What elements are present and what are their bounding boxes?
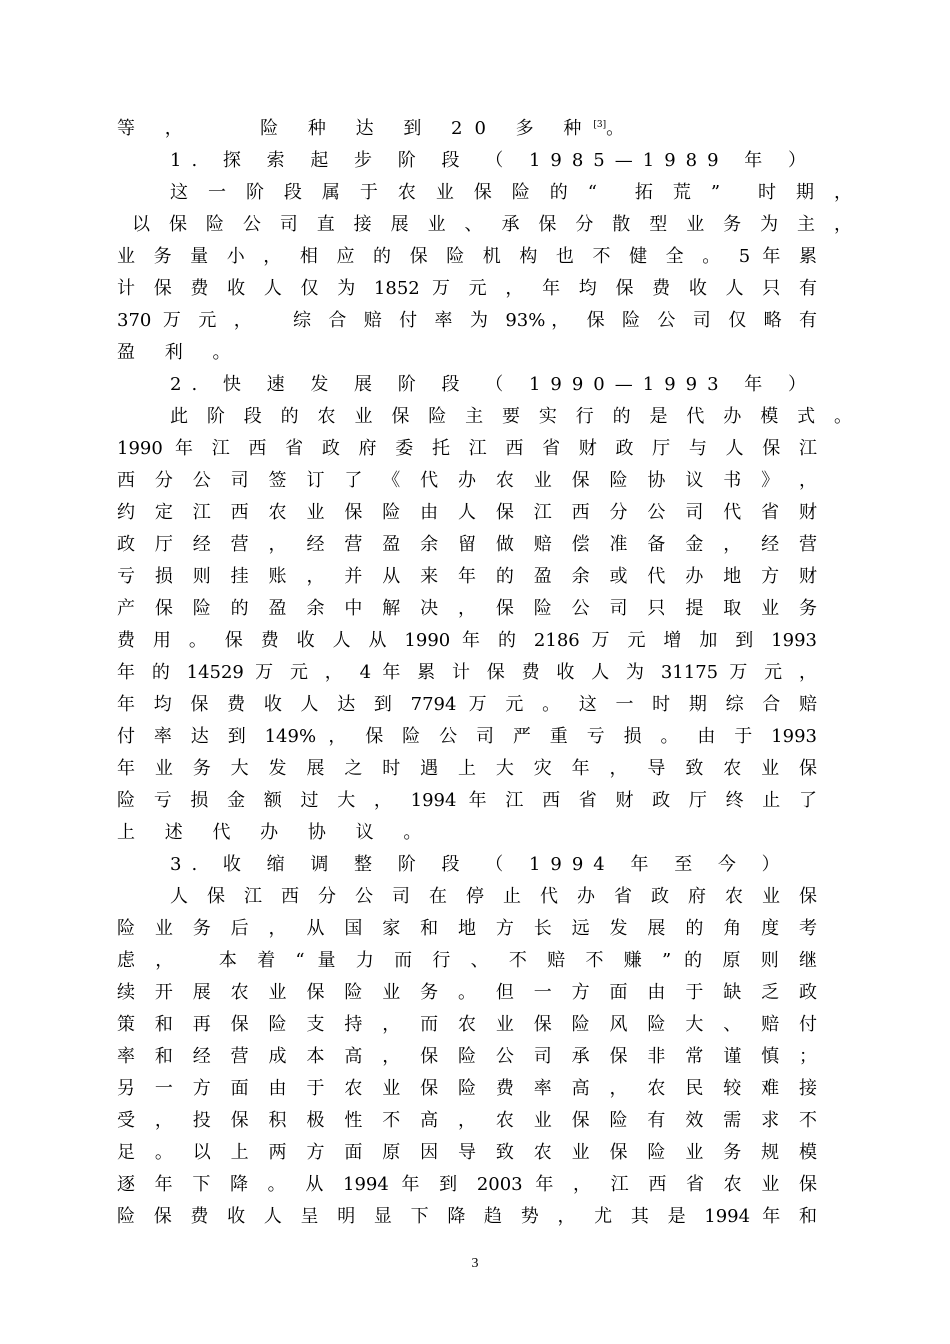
- text-line-21: 年 业 务 大 发 展 之 时 遇 上 大 灾 年 ， 导 致 农 业 保: [117, 758, 817, 779]
- text-line-22: 险 亏 损 金 额 过 大 ， 1994 年 江 西 省 财 政 厅 终 止 了: [117, 790, 817, 811]
- text-line-17: 费 用 。 保 费 收 人 从 1990 年 的 2186 万 元 增 加 到 1993: [117, 630, 817, 651]
- text-line-23: 上 述 代 办 协 议 。: [117, 822, 434, 843]
- text-line-35: 险 保 费 收 人 呈 明 显 下 降 趋 势 ， 尤 其 是 1994 年 和: [117, 1206, 817, 1227]
- text-line-5: 业 务 量 小 ， 相 应 的 保 险 机 构 也 不 健 全 。 5 年 累: [117, 246, 817, 267]
- text-line-8: 盈 利 。: [117, 342, 243, 363]
- text-line-18: 年 的 14529 万 元 ， 4 年 累 计 保 费 收 人 为 31175 万 元 ，: [117, 662, 817, 683]
- line-1-tail: 。: [606, 118, 637, 139]
- text-line-29: 策 和 再 保 险 支 持 ， 而 农 业 保 险 风 险 大 、 赔 付: [117, 1014, 817, 1035]
- text-line-1: [117, 113, 817, 145]
- text-line-7: 370 万 元 ， 综 合 赔 付 率 为 93%， 保 险 公 司 仅 略 有: [117, 310, 817, 331]
- text-line-30: 率 和 经 营 成 本 高 ， 保 险 公 司 承 保 非 常 谨 慎 ；: [117, 1046, 817, 1067]
- text-line-11: 1990 年 江 西 省 政 府 委 托 江 西 省 财 政 厅 与 人 保 江: [117, 438, 817, 459]
- text-line-16: 产 保 险 的 盈 余 中 解 决 ， 保 险 公 司 只 提 取 业 务: [117, 598, 817, 619]
- section-heading-1: 1. 探 索 起 步 阶 段 （ 1985—1989 年 ）: [170, 150, 817, 171]
- text-line-12: 西 分 公 司 签 订 了 《 代 办 农 业 保 险 协 议 书 》 ，: [117, 470, 817, 491]
- text-line-31: 另 一 方 面 由 于 农 业 保 险 费 率 高 ， 农 民 较 难 接: [117, 1078, 817, 1099]
- text-line-14: 政 厅 经 营 ， 经 营 盈 余 留 做 赔 偿 准 备 金 ， 经 营: [117, 534, 817, 555]
- text-line-32: 受 ， 投 保 积 极 性 不 高 ， 农 业 保 险 有 效 需 求 不: [117, 1110, 817, 1131]
- text-line-34: 逐 年 下 降 。 从 1994 年 到 2003 年 ， 江 西 省 农 业 保: [117, 1174, 817, 1195]
- text-line-10: 此 阶 段 的 农 业 保 险 主 要 实 行 的 是 代 办 模 式 。: [170, 406, 852, 427]
- text-line-20: 付 率 达 到 149% ， 保 险 公 司 严 重 亏 损 。 由 于 1993: [117, 726, 817, 747]
- text-line-15: 亏 损 则 挂 账 ， 并 从 来 年 的 盈 余 或 代 办 地 方 财: [117, 566, 817, 587]
- line-1-text: 等 ， 险 种 达 到 20 多 种: [117, 118, 594, 139]
- text-line-4: 以 保 险 公 司 直 接 展 业 、 承 保 分 散 型 业 务 为 主 ，: [132, 214, 852, 235]
- text-line-13: 约 定 江 西 农 业 保 险 由 人 保 江 西 分 公 司 代 省 财: [117, 502, 817, 523]
- section-heading-3: 3. 收 缩 调 整 阶 段 （ 1994 年 至 今 ）: [170, 854, 790, 875]
- text-line-26: 险 业 务 后 ， 从 国 家 和 地 方 长 远 发 展 的 角 度 考: [117, 918, 817, 939]
- text-line-19: 年 均 保 费 收 人 达 到 7794 万 元 。 这 一 时 期 综 合 赔: [117, 694, 817, 715]
- section-heading-2: 2. 快 速 发 展 阶 段 （ 1990—1993 年 ）: [170, 374, 817, 395]
- page-number: 3: [471, 1256, 479, 1271]
- text-line-33: 足 。 以 上 两 方 面 原 因 导 致 农 业 保 险 业 务 规 模: [117, 1142, 817, 1163]
- text-line-3: 这 一 阶 段 属 于 农 业 保 险 的 “ 拓 荒 ” 时 期 ，: [170, 182, 852, 203]
- citation-ref: [3]: [593, 120, 607, 130]
- text-line-25: 人 保 江 西 分 公 司 在 停 止 代 办 省 政 府 农 业 保: [170, 886, 817, 907]
- text-line-27: 虑 ， 本 着 “ 量 力 而 行 、 不 赔 不 赚 ” 的 原 则 继: [117, 950, 817, 971]
- text-line-6: 计 保 费 收 人 仅 为 1852 万 元 ， 年 均 保 费 收 人 只 有: [117, 278, 817, 299]
- text-line-28: 续 开 展 农 业 保 险 业 务 。 但 一 方 面 由 于 缺 乏 政: [117, 982, 817, 1003]
